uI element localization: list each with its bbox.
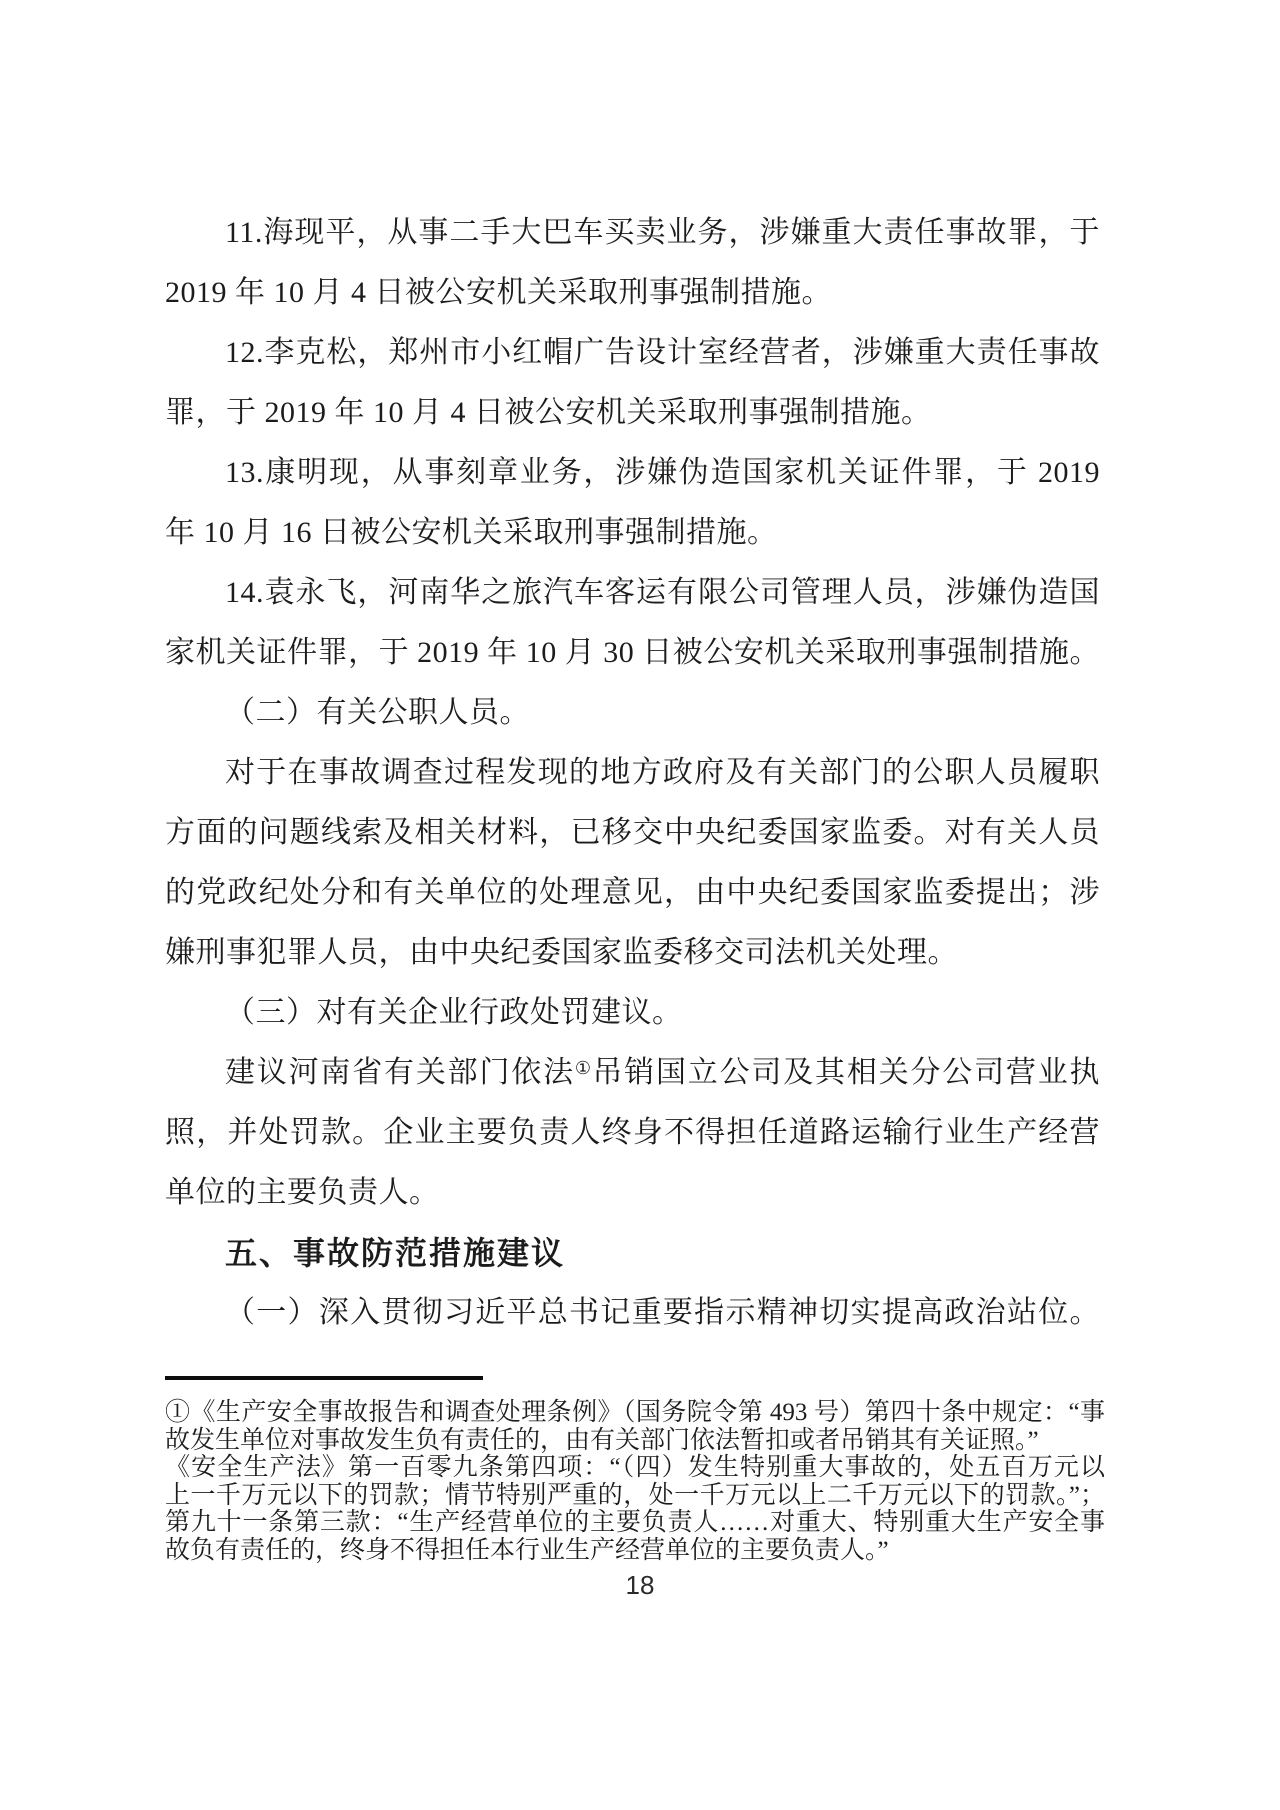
document-body bbox=[165, 203, 1100, 1343]
section-heading: 五、事故防范措施建议 bbox=[225, 1235, 566, 1271]
footnote-line: 第九十一条第三款：“生产经营单位的主要负责人……对重大、特别重大生产安全事 bbox=[165, 1509, 1105, 1536]
footnote-line: 上一千万元以下的罚款；情节特别严重的，处一千万元以上二千万元以下的罚款。”； bbox=[165, 1481, 1105, 1509]
body-line-text: 建议河南省有关部门依法 bbox=[225, 1056, 575, 1089]
subsection-heading: （二）有关公职人员。 bbox=[225, 696, 530, 729]
body-line: 11.海现平，从事二手大巴车买卖业务，涉嫌重大责任事故罪，于 bbox=[225, 216, 1100, 249]
footnote-ref-marker: ① bbox=[574, 1058, 593, 1078]
body-line: 照，并处罚款。企业主要负责人终身不得担任道路运输行业生产经营 bbox=[165, 1116, 1100, 1149]
body-line: 嫌刑事犯罪人员，由中央纪委国家监委移交司法机关处理。 bbox=[165, 936, 958, 969]
footnote-line: ①《生产安全事故报告和调查处理条例》（国务院令第 493 号）第四十条中规定：“事 bbox=[165, 1399, 1105, 1426]
body-line-text: 吊销国立公司及其相关分公司营业执 bbox=[592, 1056, 1101, 1089]
body-line: 的党政纪处分和有关单位的处理意见，由中央纪委国家监委提出；涉 bbox=[165, 876, 1100, 909]
subsection-heading: （三）对有关企业行政处罚建议。 bbox=[225, 996, 683, 1029]
body-line: 13.康明现，从事刻章业务，涉嫌伪造国家机关证件罪，于 2019 bbox=[225, 456, 1100, 489]
footnote-line: 故负有责任的，终身不得担任本行业生产经营单位的主要负责人。” bbox=[165, 1536, 889, 1564]
body-line: 2019 年 10 月 4 日被公安机关采取刑事强制措施。 bbox=[165, 276, 832, 309]
body-line: 单位的主要负责人。 bbox=[165, 1176, 440, 1209]
footnote-line: 故发生单位对事故发生负有责任的，由有关部门依法暂扣或者吊销其有关证照。” bbox=[165, 1426, 1039, 1454]
body-line: 方面的问题线索及相关材料，已移交中央纪委国家监委。对有关人员 bbox=[165, 816, 1100, 849]
footnote-separator bbox=[165, 1376, 483, 1380]
body-line: 14.袁永飞，河南华之旅汽车客运有限公司管理人员，涉嫌伪造国 bbox=[225, 576, 1100, 609]
page-number: 18 bbox=[625, 1570, 655, 1600]
body-line: 12.李克松，郑州市小红帽广告设计室经营者，涉嫌重大责任事故 bbox=[225, 336, 1100, 369]
footnote-line: 《安全生产法》第一百零九条第四项：“（四）发生特别重大事故的，处五百万元以 bbox=[165, 1454, 1105, 1481]
subsection-heading: （一）深入贯彻习近平总书记重要指示精神切实提高政治站位。 bbox=[225, 1296, 1100, 1329]
body-line: 年 10 月 16 日被公安机关采取刑事强制措施。 bbox=[165, 516, 778, 549]
body-line: 罪，于 2019 年 10 月 4 日被公安机关采取刑事强制措施。 bbox=[165, 396, 932, 429]
footnote-block bbox=[165, 1399, 1105, 1564]
body-line: 家机关证件罪，于 2019 年 10 月 30 日被公安机关采取刑事强制措施。 bbox=[165, 636, 1100, 669]
body-line: 对于在事故调查过程发现的地方政府及有关部门的公职人员履职 bbox=[225, 756, 1100, 789]
body-line bbox=[165, 1043, 1100, 1103]
